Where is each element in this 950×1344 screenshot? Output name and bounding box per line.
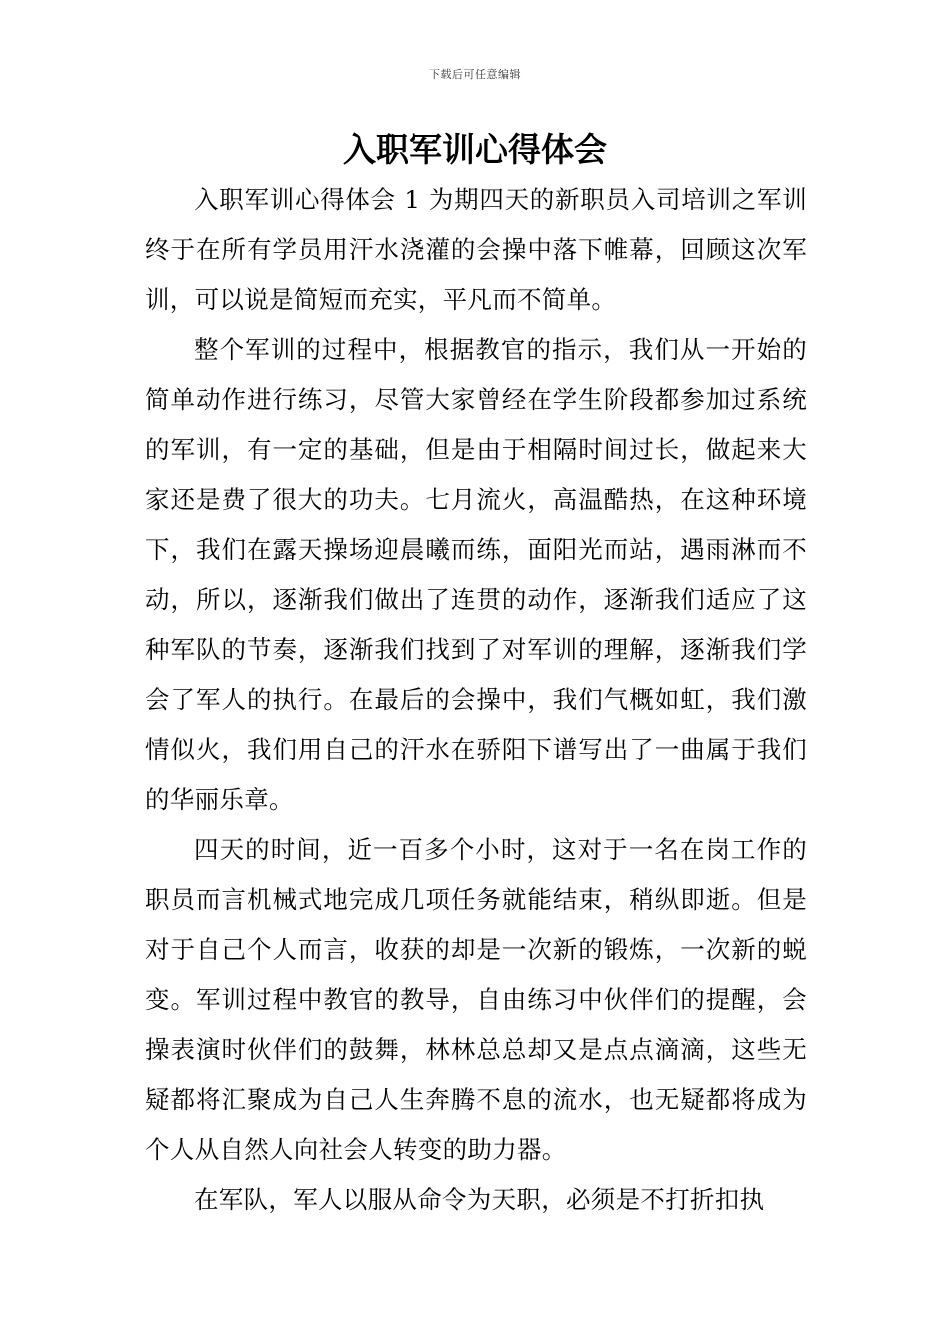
paragraph-1: 入职军训心得体会 1 为期四天的新职员入司培训之军训终于在所有学员用汗水浇灌的会操中落下帷幕，回顾这次军训，可以说是简短而充实，平凡而不简单。 <box>145 185 807 314</box>
document-title: 入职军训心得体会 <box>343 130 607 169</box>
paragraph-3: 四天的时间，近一百多个小时，这对于一名在岗工作的职员而言机械式地完成几项任务就能结束，稍纵即逝。但是对于自己个人而言，收获的却是一次新的锻炼，一次新的蜕变。军训过程中教官的教导，自由练习中伙伴们的提醒，会操表演时伙伴们的鼓舞，林林总总却又是点点滴滴，这些无疑都将汇聚成为自己人生奔腾不息的流水，也无疑都将成为个人从自然人向社会人转变的助力器。 <box>145 835 807 1164</box>
paragraph-4: 在军队，军人以服从命令为天职，必须是不打折扣执 <box>194 1185 765 1214</box>
paragraph-2: 整个军训的过程中，根据教官的指示，我们从一开始的简单动作进行练习，尽管大家曾经在学生阶段都参加过系统的军训，有一定的基础，但是由于相隔时间过长，做起来大家还是费了很大的功夫。七月流火，高温酷热，在这种环境下，我们在露天操场迎晨曦而练，面阳光而站，遇雨淋而不动，所以，逐渐我们做出了连贯的动作，逐渐我们适应了这种军队的节奏，逐渐我们找到了对军训的理解，逐渐我们学会了军人的执行。在最后的会操中，我们气概如虹，我们激情似火，我们用自己的汗水在骄阳下谱写出了一曲属于我们的华丽乐章。 <box>145 335 807 814</box>
document-body <box>145 175 807 1225</box>
header-note: 下载后可任意编辑 <box>429 68 521 81</box>
